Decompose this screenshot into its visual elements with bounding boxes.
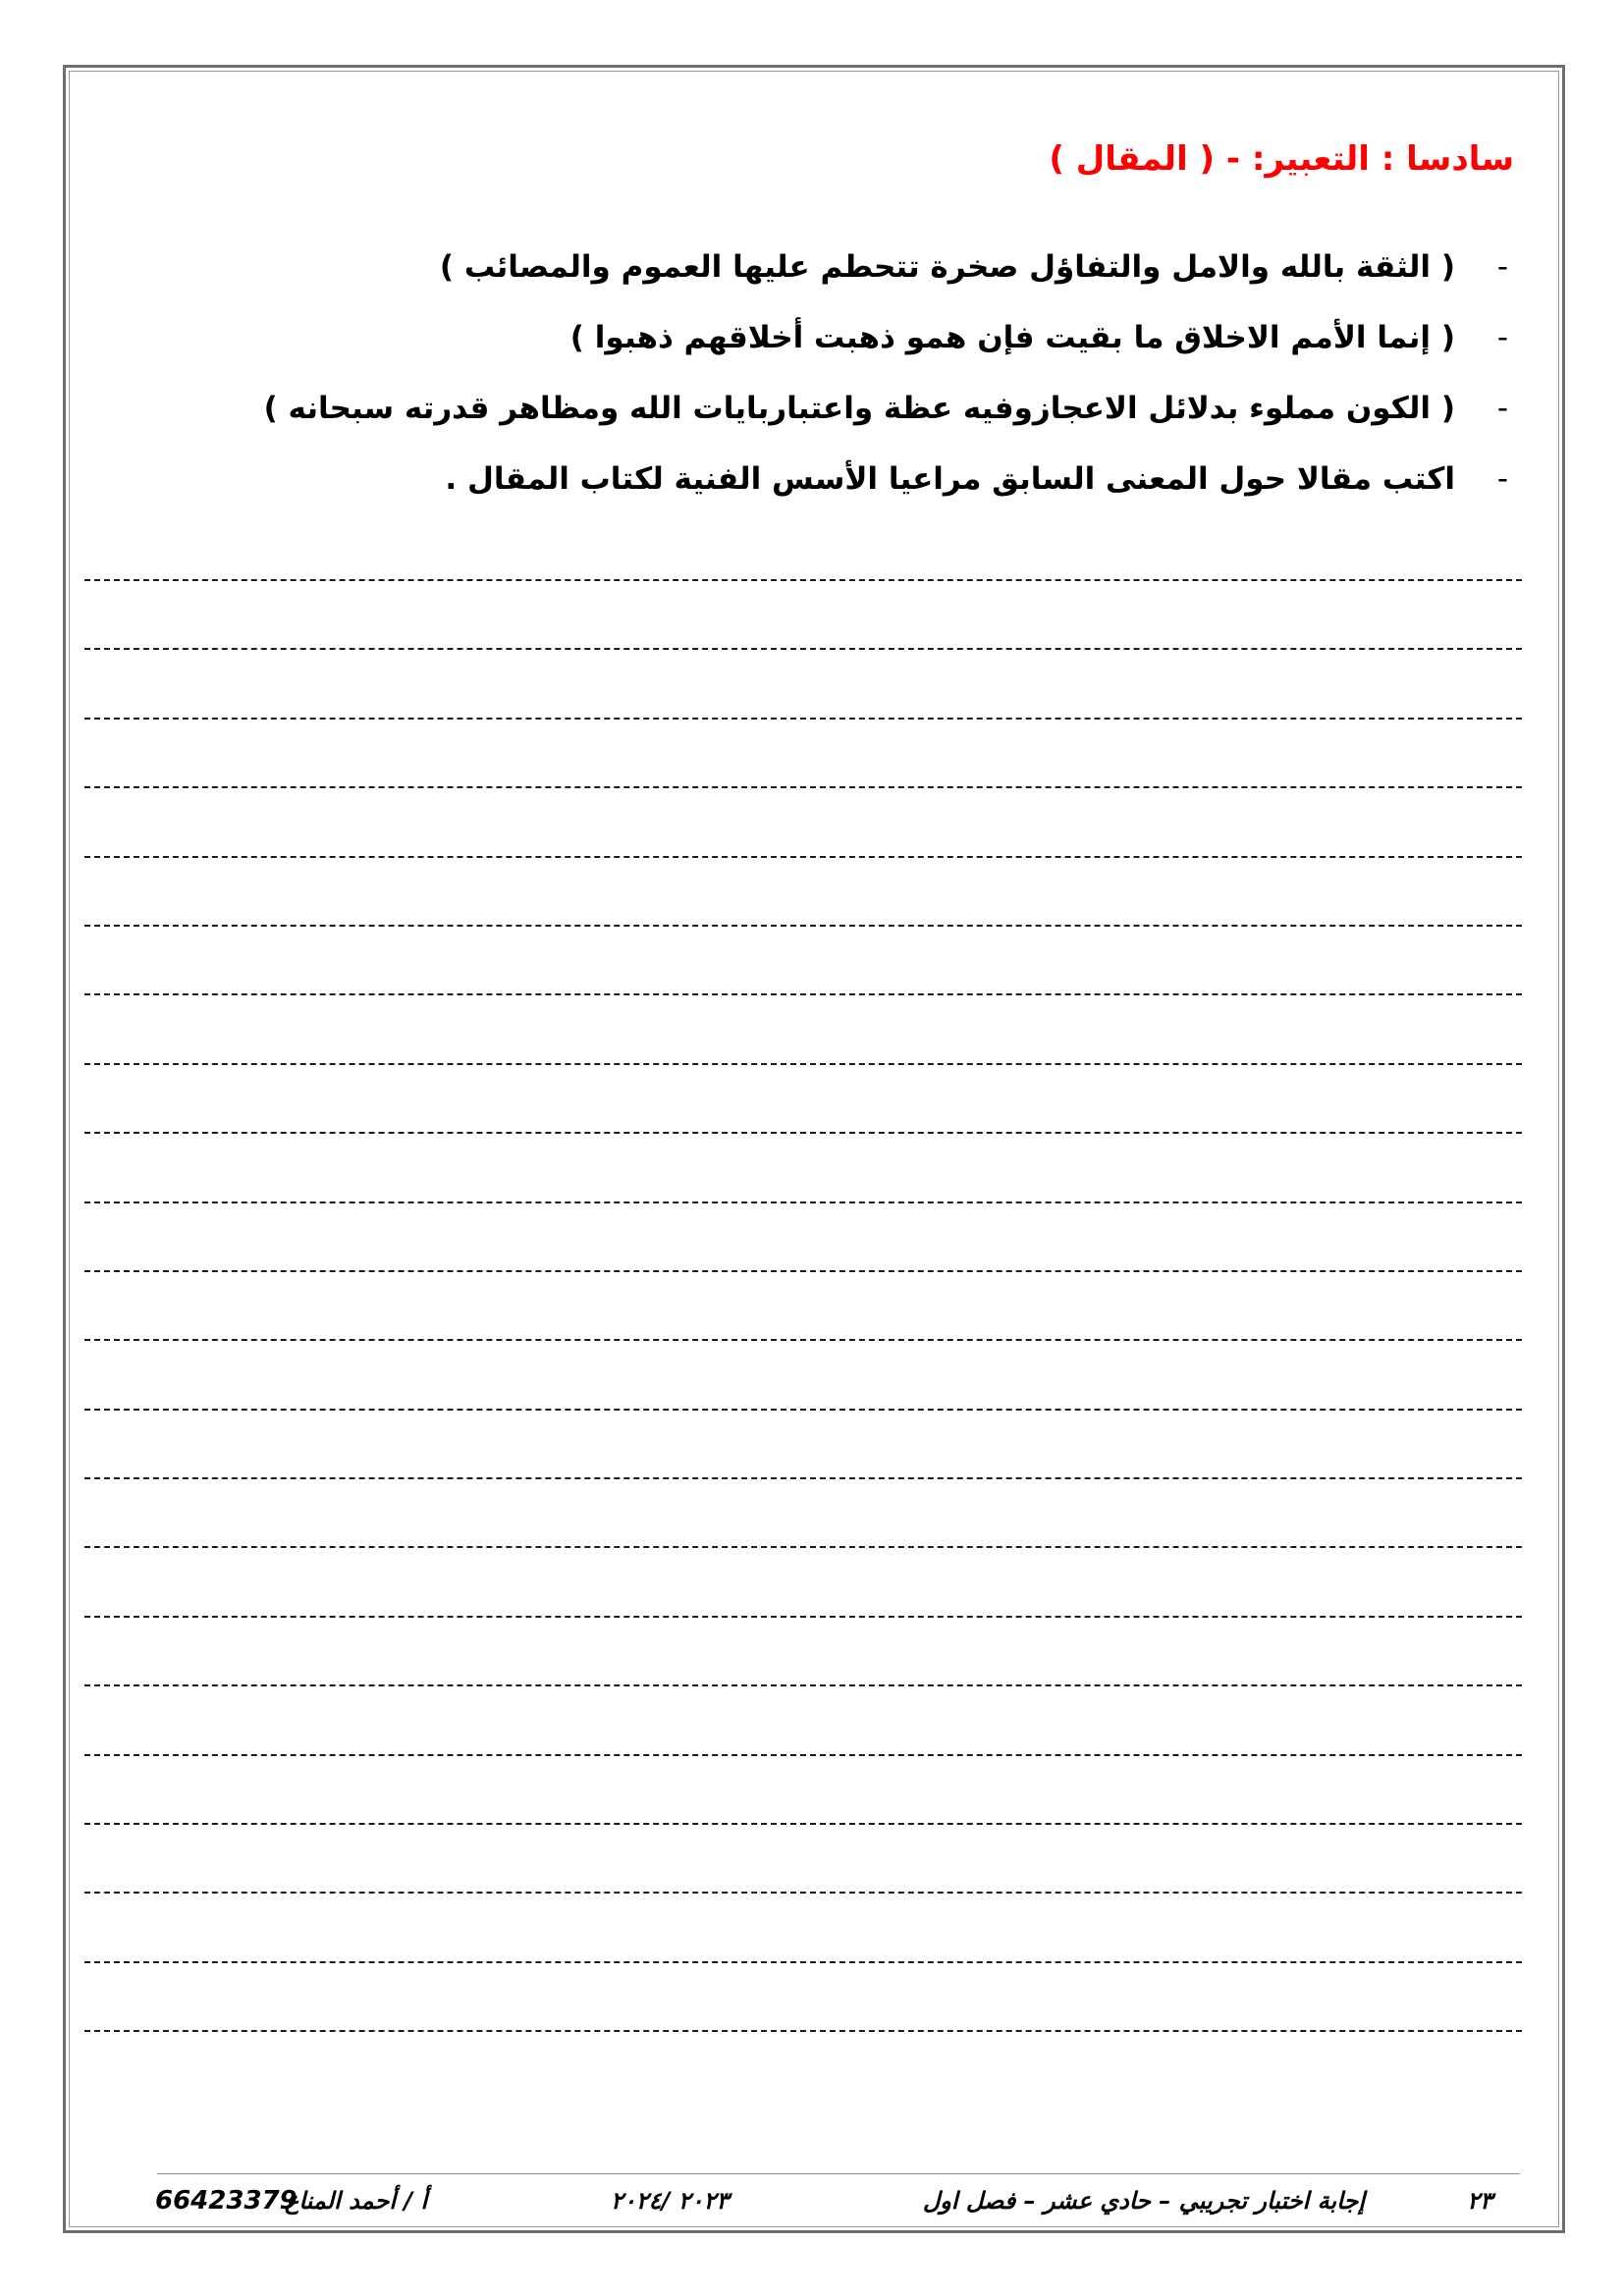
prompt-text: ( الكون مملوء بدلائل الاعجازوفيه عظة واعتباربايات الله ومظاهر قدرته سبحانه ): [263, 391, 1455, 426]
prompt-text: اكتب مقالا حول المعنى السابق مراعيا الأسس الفنية لكتاب المقال .: [445, 461, 1455, 497]
writing-line: [84, 2030, 1522, 2099]
writing-line: [84, 1339, 1522, 1408]
prompt-item-quote-2: [139, 302, 1514, 373]
school-year: ٢٠٢٣ /٢٠٢٤: [611, 2187, 730, 2215]
writing-line: [84, 1132, 1522, 1201]
writing-line: [84, 1823, 1522, 1892]
writing-line: [84, 1409, 1522, 1477]
writing-line: [84, 856, 1522, 925]
writing-line: [84, 1616, 1522, 1684]
writing-line: [84, 718, 1522, 786]
writing-line: [84, 1477, 1522, 1546]
writing-line: [84, 925, 1522, 993]
writing-line: [84, 579, 1522, 648]
bullet-dash: -: [1496, 320, 1508, 355]
exam-label: إجابة اختبار تجريبي – حادي عشر – فصل اول: [922, 2187, 1365, 2215]
prompt-item-quote-3: [139, 373, 1514, 444]
writing-line: [84, 1684, 1522, 1753]
page-number: ٢٣: [1467, 2187, 1492, 2215]
answer-writing-area: [84, 579, 1522, 2100]
prompt-text: ( الثقة بالله والامل والتفاؤل صخرة تتحطم عليها العموم والمصائب ): [439, 249, 1455, 285]
teacher-name: أ / أحمد المناع: [285, 2187, 428, 2215]
bullet-dash: -: [1496, 391, 1508, 426]
teacher-phone: 66423379: [155, 2186, 298, 2216]
bullet-dash: -: [1496, 461, 1508, 497]
section-title: سادسا : التعبير: - ( المقال ): [1049, 139, 1514, 179]
page-footer: [0, 2181, 1624, 2220]
writing-line: [84, 1546, 1522, 1615]
prompt-list: [139, 232, 1514, 514]
footer-divider: [157, 2173, 1520, 2174]
writing-line: [84, 1270, 1522, 1339]
writing-line: [84, 1201, 1522, 1270]
writing-line: [84, 1892, 1522, 1960]
prompt-item-instruction: [139, 444, 1514, 514]
writing-line: [84, 786, 1522, 855]
writing-line: [84, 1961, 1522, 2030]
writing-line: [84, 993, 1522, 1062]
bullet-dash: -: [1496, 249, 1508, 285]
writing-line: [84, 1754, 1522, 1823]
writing-line: [84, 648, 1522, 717]
prompt-text: ( إنما الأمم الاخلاق ما بقيت فإن همو ذهبت أخلاقهم ذهبوا ): [569, 320, 1455, 355]
writing-line: [84, 1063, 1522, 1132]
prompt-item-quote-1: [139, 232, 1514, 302]
